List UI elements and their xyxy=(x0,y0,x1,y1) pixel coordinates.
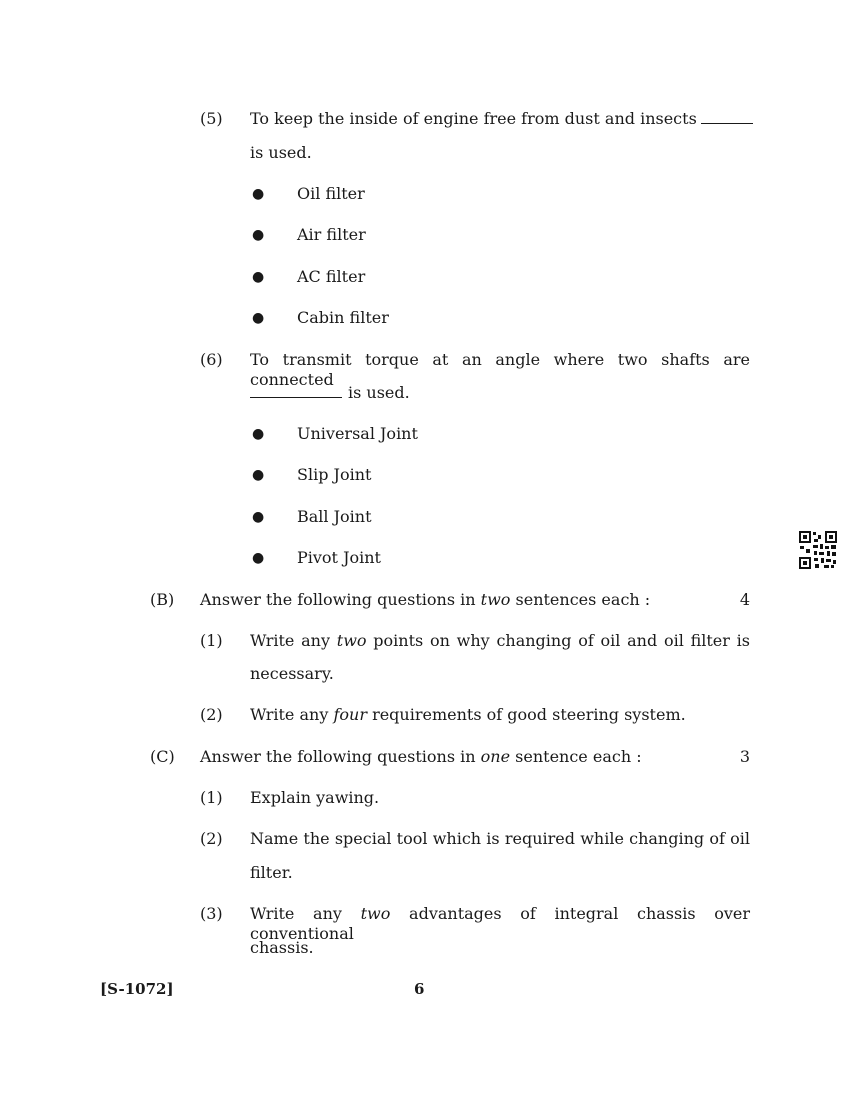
c-q3-em: two xyxy=(360,904,391,923)
q6-continuation: is used. xyxy=(348,383,410,402)
section-b-intro-em: two xyxy=(480,590,511,609)
c-q2-continuation: filter. xyxy=(250,863,293,882)
section-c-label: (C) xyxy=(150,747,175,766)
section-c-intro xyxy=(200,747,642,767)
c-q3-text xyxy=(250,904,750,944)
section-b-intro xyxy=(200,590,650,610)
q6-option-2: Slip Joint xyxy=(297,465,372,484)
q5-option-2: Air filter xyxy=(297,225,366,244)
section-b-intro-before: Answer the following questions in xyxy=(200,590,476,609)
bullet-icon: ● xyxy=(252,310,265,326)
c-q3-number: (3) xyxy=(200,904,223,923)
section-c-intro-em: one xyxy=(480,747,511,766)
c-q1-text: Explain yawing. xyxy=(250,788,380,807)
c-q2-number: (2) xyxy=(200,829,223,848)
q6-text: To transmit torque at an angle where two shafts are connected xyxy=(250,350,750,389)
bullet-icon: ● xyxy=(252,426,265,442)
bullet-icon: ● xyxy=(252,269,265,285)
paper-code: [S-1072] xyxy=(100,980,174,998)
bullet-icon: ● xyxy=(252,186,265,202)
c-q3-before: Write any xyxy=(250,904,342,923)
page-number: 6 xyxy=(414,980,425,998)
c-q1-number: (1) xyxy=(200,788,223,807)
q6-option-4: Pivot Joint xyxy=(297,548,381,567)
q5-answer-blank xyxy=(701,109,753,124)
b-q2-before: Write any xyxy=(250,705,329,724)
bullet-icon: ● xyxy=(252,550,265,566)
b-q2-after: requirements of good steering system. xyxy=(372,705,686,724)
b-q1-number: (1) xyxy=(200,631,223,650)
q5-option-1: Oil filter xyxy=(297,184,365,203)
q6-number: (6) xyxy=(200,350,223,369)
c-q3-after: advantages of integral chassis over conventional xyxy=(250,904,751,943)
c-q2-text: Name the special tool which is required while changing of oil xyxy=(250,829,750,848)
q5-continuation: is used. xyxy=(250,143,312,162)
bullet-icon: ● xyxy=(252,467,265,483)
section-c-intro-after: sentence each : xyxy=(515,747,642,766)
section-b-intro-after: sentences each : xyxy=(515,590,651,609)
section-c-intro-before: Answer the following questions in xyxy=(200,747,476,766)
b-q2-number: (2) xyxy=(200,705,223,724)
q5-option-4: Cabin filter xyxy=(297,308,389,327)
q5-number: (5) xyxy=(200,109,223,128)
b-q1-after: points on why changing of oil and oil filter is xyxy=(373,631,750,650)
b-q2-em: four xyxy=(333,705,367,724)
q6-answer-blank xyxy=(250,383,342,398)
q5-text xyxy=(250,109,753,129)
b-q1-em: two xyxy=(336,631,367,650)
q5-option-3: AC filter xyxy=(297,267,366,286)
q5-text-content: To keep the inside of engine free from dust and insects xyxy=(250,109,697,128)
section-c-marks: 3 xyxy=(739,747,750,766)
bullet-icon: ● xyxy=(252,509,265,525)
b-q1-text xyxy=(250,631,750,651)
b-q2-text xyxy=(250,705,686,725)
qr-code-icon xyxy=(798,530,838,570)
b-q1-continuation: necessary. xyxy=(250,664,334,683)
b-q1-before: Write any xyxy=(250,631,331,650)
q6-option-3: Ball Joint xyxy=(297,507,372,526)
q6-continuation-line xyxy=(250,383,410,403)
c-q3-continuation: chassis. xyxy=(250,938,314,957)
bullet-icon: ● xyxy=(252,227,265,243)
section-b-marks: 4 xyxy=(739,590,750,609)
q6-option-1: Universal Joint xyxy=(297,424,418,443)
section-b-label: (B) xyxy=(150,590,175,609)
